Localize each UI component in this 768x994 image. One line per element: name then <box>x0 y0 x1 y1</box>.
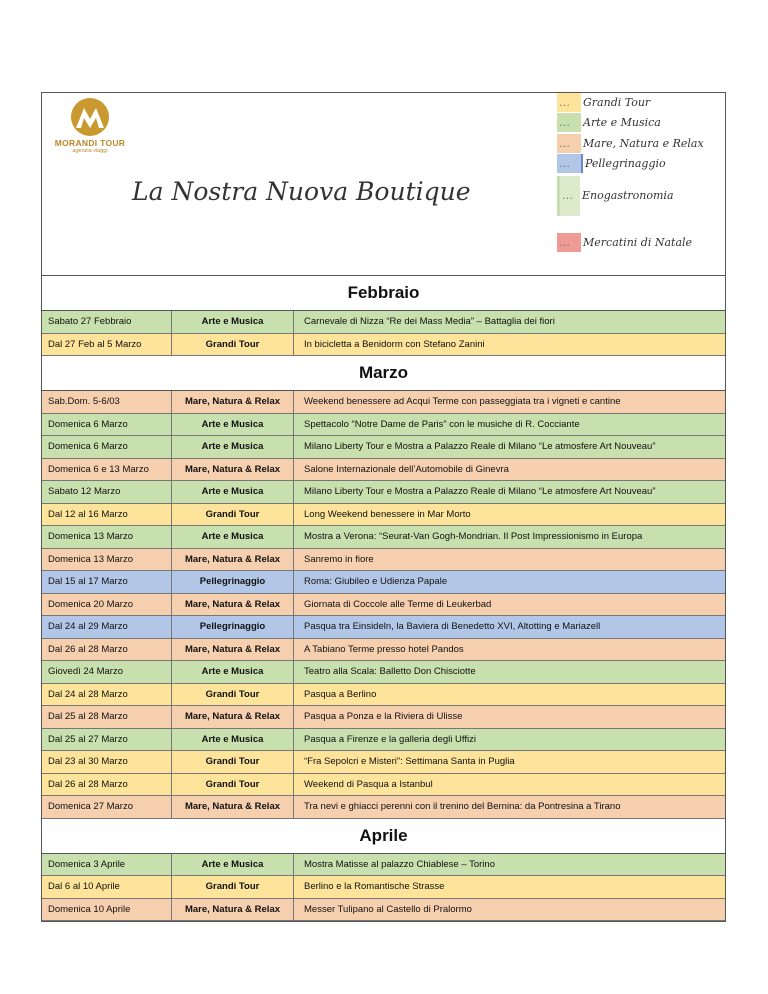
event-row <box>42 391 725 414</box>
event-category: Mare, Natura & Relax <box>172 391 294 413</box>
month-heading: Aprile <box>42 819 725 854</box>
brochure <box>41 92 726 922</box>
event-row <box>42 899 725 922</box>
event-category: Arte e Musica <box>172 436 294 458</box>
month-heading: Febbraio <box>42 276 725 311</box>
event-description: Sanremo in fiore <box>304 553 374 565</box>
event-description: Pasqua a Firenze e la galleria degli Uffizi <box>304 733 476 745</box>
event-category: Arte e Musica <box>172 729 294 751</box>
legend-swatch: … <box>557 113 581 132</box>
event-date: Dal 23 al 30 Marzo <box>42 751 172 773</box>
event-date: Domenica 13 Marzo <box>42 526 172 548</box>
legend-label: Enogastronomia <box>582 189 674 202</box>
event-row <box>42 661 725 684</box>
event-row <box>42 594 725 617</box>
event-row <box>42 729 725 752</box>
event-description: Tra nevi e ghiacci perenni con il trenino del Bernina: da Pontresina a Tirano <box>304 801 621 812</box>
event-date: Dal 25 al 28 Marzo <box>42 706 172 728</box>
event-row <box>42 571 725 594</box>
event-row <box>42 616 725 639</box>
event-date: Domenica 6 Marzo <box>42 436 172 458</box>
event-date: Dal 24 al 29 Marzo <box>42 616 172 638</box>
event-category: Mare, Natura & Relax <box>172 796 294 818</box>
legend-swatch: … <box>557 93 581 112</box>
event-row <box>42 774 725 797</box>
event-row <box>42 854 725 877</box>
event-category: Mare, Natura & Relax <box>172 639 294 661</box>
event-description: Pasqua a Berlino <box>304 688 377 700</box>
event-description: Milano Liberty Tour e Mostra a Palazzo Reale di Milano “Le atmosfere Art Nouveau” <box>304 486 656 497</box>
event-row <box>42 526 725 549</box>
event-date: Domenica 27 Marzo <box>42 796 172 818</box>
morandi-logo-icon <box>67 97 113 137</box>
event-description: Milano Liberty Tour e Mostra a Palazzo Reale di Milano “Le atmosfere Art Nouveau” <box>304 441 656 452</box>
event-row <box>42 684 725 707</box>
logo <box>50 97 130 154</box>
event-description: Weekend di Pasqua a Istanbul <box>304 778 433 790</box>
event-row <box>42 311 725 334</box>
event-description: “Fra Sepolcri e Misteri”: Settimana Santa in Puglia <box>304 756 515 767</box>
event-date: Dal 26 al 28 Marzo <box>42 774 172 796</box>
event-date: Dal 12 al 16 Marzo <box>42 504 172 526</box>
event-description: Berlino e la Romantische Strasse <box>304 881 445 892</box>
legend-swatch: … <box>557 176 580 216</box>
legend-item <box>557 113 661 132</box>
event-description: Giornata di Coccole alle Terme di Leukerbad <box>304 598 492 610</box>
event-category: Arte e Musica <box>172 854 294 876</box>
event-row <box>42 549 725 572</box>
event-date: Domenica 13 Marzo <box>42 549 172 571</box>
event-description: A Tabiano Terme presso hotel Pandos <box>304 643 464 655</box>
event-row <box>42 751 725 774</box>
event-category: Mare, Natura & Relax <box>172 459 294 481</box>
legend-swatch: … <box>557 233 581 252</box>
legend-label: Arte e Musica <box>583 116 661 129</box>
event-description: Weekend benessere ad Acqui Terme con passeggiata tra i vigneti e cantine <box>304 396 621 407</box>
event-row <box>42 706 725 729</box>
event-date: Dal 25 al 27 Marzo <box>42 729 172 751</box>
event-category: Mare, Natura & Relax <box>172 899 294 921</box>
event-row <box>42 334 725 357</box>
event-category: Arte e Musica <box>172 526 294 548</box>
event-category: Grandi Tour <box>172 876 294 898</box>
event-description: Mostra Matisse al palazzo Chiablese – Torino <box>304 858 495 870</box>
event-category: Mare, Natura & Relax <box>172 549 294 571</box>
event-category: Grandi Tour <box>172 684 294 706</box>
month-heading: Marzo <box>42 356 725 391</box>
legend-label: Mercatini di Natale <box>583 236 693 249</box>
event-description: Salone Internazionale dell’Automobile di Ginevra <box>304 463 509 475</box>
event-category: Arte e Musica <box>172 414 294 436</box>
legend-item <box>557 154 666 173</box>
event-description: Carnevale di Nizza “Re dei Mass Media” – Battaglia dei fiori <box>304 316 555 327</box>
event-category: Mare, Natura & Relax <box>172 706 294 728</box>
event-date: Sabato 27 Febbraio <box>42 311 172 333</box>
event-date: Domenica 10 Aprile <box>42 899 172 921</box>
page-title: La Nostra Nuova Boutique <box>132 177 471 206</box>
event-date: Domenica 6 e 13 Marzo <box>42 459 172 481</box>
event-row <box>42 504 725 527</box>
event-description: Roma: Giubileo e Udienza Papale <box>304 576 448 587</box>
event-category: Grandi Tour <box>172 334 294 356</box>
schedule <box>42 276 725 921</box>
event-date: Dal 15 al 17 Marzo <box>42 571 172 593</box>
legend-item <box>557 233 692 252</box>
event-date: Sab.Dom. 5-6/03 <box>42 391 172 413</box>
legend-swatch: … <box>557 134 581 153</box>
event-date: Sabato 12 Marzo <box>42 481 172 503</box>
event-category: Arte e Musica <box>172 661 294 683</box>
event-date: Domenica 6 Marzo <box>42 414 172 436</box>
event-row <box>42 459 725 482</box>
event-description: In bicicletta a Benidorm con Stefano Zanini <box>304 338 485 350</box>
legend-label: Mare, Natura e Relax <box>583 137 704 150</box>
event-description: Pasqua tra Einsideln, la Baviera di Benedetto XVI, Altotting e Mariazell <box>304 621 601 632</box>
event-row <box>42 414 725 437</box>
event-date: Domenica 3 Aprile <box>42 854 172 876</box>
event-description: Teatro alla Scala: Balletto Don Chisciotte <box>304 666 476 677</box>
event-category: Pellegrinaggio <box>172 571 294 593</box>
event-date: Giovedì 24 Marzo <box>42 661 172 683</box>
event-category: Grandi Tour <box>172 774 294 796</box>
event-date: Domenica 20 Marzo <box>42 594 172 616</box>
event-date: Dal 26 al 28 Marzo <box>42 639 172 661</box>
legend-item <box>557 134 704 153</box>
event-description: Long Weekend benessere in Mar Morto <box>304 508 471 520</box>
event-description: Mostra a Verona: “Seurat-Van Gogh-Mondrian. Il Post Impressionismo in Europa <box>304 531 643 542</box>
event-category: Grandi Tour <box>172 504 294 526</box>
logo-subtitle: agenzia viaggi <box>72 148 108 154</box>
event-row <box>42 876 725 899</box>
legend-item <box>557 93 650 112</box>
event-date: Dal 27 Feb al 5 Marzo <box>42 334 172 356</box>
event-description: Pasqua a Ponza e la Riviera di Ulisse <box>304 711 463 722</box>
event-row <box>42 796 725 819</box>
event-category: Pellegrinaggio <box>172 616 294 638</box>
legend-label: Grandi Tour <box>583 96 651 109</box>
event-category: Grandi Tour <box>172 751 294 773</box>
legend-label: Pellegrinaggio <box>585 157 666 170</box>
event-category: Arte e Musica <box>172 311 294 333</box>
event-date: Dal 24 al 28 Marzo <box>42 684 172 706</box>
event-category: Arte e Musica <box>172 481 294 503</box>
legend-swatch: … <box>557 154 583 173</box>
event-row <box>42 639 725 662</box>
event-category: Mare, Natura & Relax <box>172 594 294 616</box>
event-row <box>42 436 725 459</box>
event-row <box>42 481 725 504</box>
logo-name: MORANDI TOUR <box>54 138 126 148</box>
event-description: Spettacolo “Notre Dame de Paris” con le musiche di R. Cocciante <box>304 418 580 430</box>
legend-item <box>557 176 674 216</box>
event-description: Messer Tulipano al Castello di Pralormo <box>304 903 472 915</box>
brochure-header <box>42 93 725 276</box>
event-date: Dal 6 al 10 Aprile <box>42 876 172 898</box>
